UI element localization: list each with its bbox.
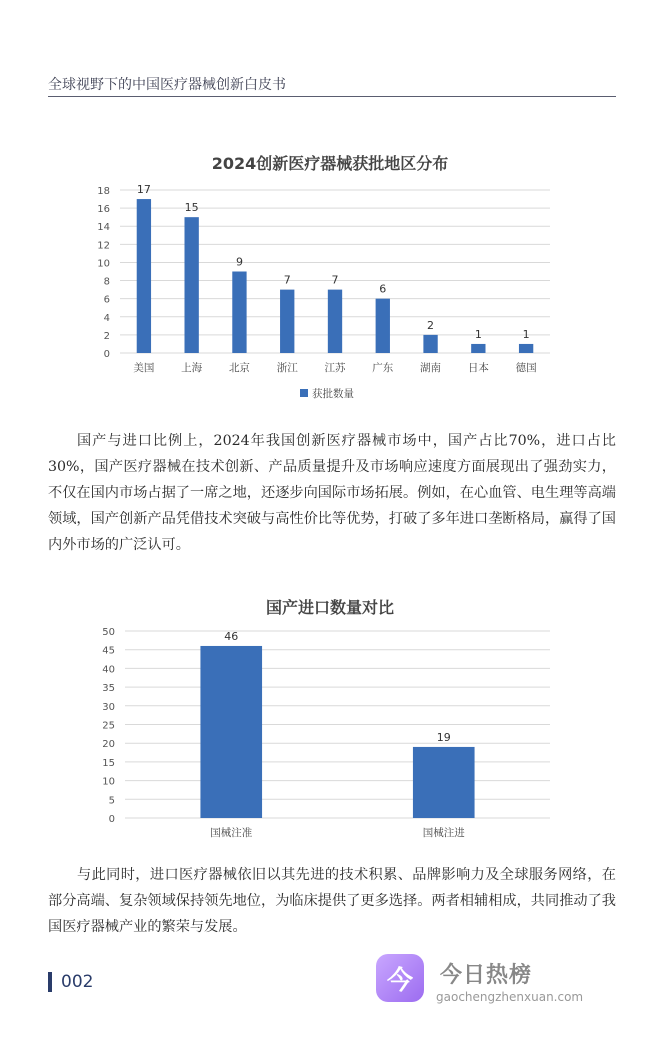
- y-tick-label: 2: [103, 330, 110, 342]
- x-tick-label: 浙江: [276, 362, 298, 374]
- bar: [200, 646, 262, 818]
- data-label: 46: [224, 629, 239, 643]
- y-tick-label: 0: [103, 349, 110, 360]
- chart1: [0, 175, 660, 435]
- y-tick-label: 5: [108, 795, 115, 807]
- y-tick-label: 6: [103, 294, 110, 306]
- chart2-title: 国产进口数量对比: [265, 598, 394, 617]
- y-tick-label: 18: [97, 186, 110, 197]
- x-tick-label: 国械注进: [422, 827, 465, 839]
- watermark-logo-icon: 今: [376, 954, 424, 1002]
- bar: [376, 299, 390, 353]
- chart2: [0, 620, 660, 850]
- x-tick-label: 德国: [515, 362, 537, 374]
- document-header: 全球视野下的中国医疗器械创新白皮书: [48, 77, 286, 93]
- legend: [300, 387, 354, 400]
- bar: [423, 335, 437, 353]
- chart1-title: 2024创新医疗器械获批地区分布: [211, 154, 449, 173]
- y-tick-label: 12: [97, 240, 110, 252]
- data-label: 1: [474, 327, 482, 341]
- bar: [137, 199, 151, 353]
- bar: [413, 747, 475, 818]
- y-tick-label: 14: [97, 222, 110, 234]
- data-label: 19: [436, 730, 451, 744]
- y-tick-label: 25: [102, 720, 115, 732]
- data-label: 2: [427, 318, 435, 332]
- x-tick-label: 日本: [467, 362, 489, 374]
- legend-label: 获批数量: [312, 388, 354, 400]
- data-label: 6: [379, 282, 387, 296]
- x-tick-label: 江苏: [324, 362, 346, 374]
- y-tick-label: 0: [108, 814, 115, 825]
- data-label: 17: [136, 183, 151, 197]
- bar: [232, 272, 246, 354]
- x-tick-label: 美国: [133, 362, 155, 374]
- y-tick-label: 30: [102, 701, 115, 713]
- bar: [471, 344, 485, 353]
- page-number: 002: [61, 972, 94, 992]
- data-label: 7: [331, 273, 339, 287]
- y-tick-label: 16: [97, 204, 110, 216]
- legend-swatch: [300, 389, 308, 397]
- x-tick-label: 上海: [181, 362, 203, 374]
- paragraph-1: 国产与进口比例上，2024年我国创新医疗器械市场中，国产占比70%，进口占比30%，国产医疗器械在技术创新、产品质量提升及市场响应速度方面展现出了强劲实力，不仅在国内市场占据了一席之地，还逐步向国际市场拓展。例如，在心血管、电生理等高端领域，国产创新产品凭借技术突破与高性价比等优势，打破了多年进口垄断格局，赢得了国内外市场的广泛认可。: [48, 433, 616, 553]
- y-tick-label: 40: [102, 664, 115, 676]
- data-label: 1: [522, 327, 530, 341]
- paragraph-2: 与此同时，进口医疗器械依旧以其先进的技术积累、品牌影响力及全球服务网络，在部分高端、复杂领域保持领先地位，为临床提供了更多选择。两者相辅相成，共同推动了我国医疗器械产业的繁荣与发展。: [48, 867, 616, 935]
- y-tick-label: 45: [102, 645, 115, 657]
- bar: [519, 344, 533, 353]
- y-tick-label: 20: [102, 739, 115, 751]
- data-label: 9: [235, 255, 243, 269]
- y-tick-label: 50: [102, 627, 115, 638]
- watermark-url: gaochengzhenxuan.com: [436, 990, 584, 1004]
- y-tick-label: 10: [102, 776, 115, 788]
- data-label: 15: [184, 201, 199, 215]
- header-rule: [48, 96, 616, 97]
- bar: [328, 290, 342, 353]
- data-label: 7: [283, 273, 291, 287]
- y-tick-label: 35: [102, 683, 115, 695]
- page-marker: [48, 972, 52, 992]
- y-tick-label: 10: [97, 258, 110, 270]
- x-tick-label: 北京: [228, 362, 250, 374]
- watermark-title: 今日热榜: [440, 963, 533, 988]
- y-tick-label: 15: [102, 757, 115, 769]
- x-tick-label: 广东: [372, 362, 394, 374]
- bar: [185, 217, 199, 353]
- x-tick-label: 湖南: [420, 362, 442, 374]
- y-tick-label: 4: [103, 312, 110, 324]
- x-tick-label: 国械注准: [210, 827, 253, 839]
- bar: [280, 290, 294, 353]
- y-tick-label: 8: [103, 276, 110, 288]
